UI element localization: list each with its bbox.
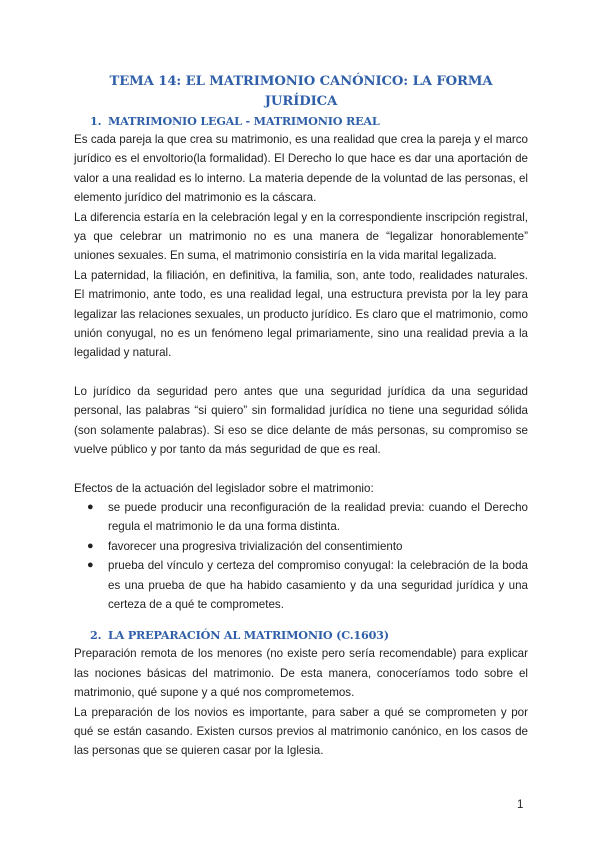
list-item-text: favorecer una progresiva trivialización del consentimiento [108,539,403,553]
section-1-number: 1. [90,114,102,128]
list-item-text: prueba del vínculo y certeza del compromiso conyugal: la celebración de la boda es una prueba de que ha habido casamiento y da una seguridad jurídica y una certeza de a qué te comprometes. [108,559,528,611]
page-number: 1 [517,799,524,811]
paragraph: Lo jurídico da seguridad pero antes que una seguridad jurídica da una seguridad personal, las palabras “si quiero” sin formalidad jurídica no tiene una seguridad sólida (son solamente palabras). Si eso se dice delante de más personas, su compromiso se vuelve público y por tanto da más seguridad de que es real. [74,384,528,457]
list-item [87,498,528,537]
section-1-heading [90,112,528,130]
list-item [87,537,528,556]
bullet-icon: ● [87,500,94,513]
bullet-icon: ● [87,559,94,572]
paragraph: Es cada pareja la que crea su matrimonio, es una realidad que crea la pareja y el marco jurídico es el envoltorio(la formalidad). El Derecho lo que hace es dar una aportación de valor a una realidad es lo interno. La materia depende de la voluntad de las personas, el elemento jurídico del matrimonio es la cáscara. [74,133,528,205]
paragraph: Preparación remota de los menores (no existe pero sería recomendable) para explicar las nociones básicas del matrimonio. De esta manera, conoceríamos todo sobre el matrimonio, qué supone y a qué nos comprometemos. [74,647,528,700]
effects-list [74,498,528,614]
list-item-text: se puede producir una reconfiguración de la realidad previa: cuando el Derecho regula el matrimonio le da una forma distinta. [108,500,528,534]
bullet-icon: ● [87,539,94,552]
section-2-number: 2. [90,628,102,643]
section-1-title: MATRIMONIO LEGAL - MATRIMONIO REAL [108,114,380,128]
spacer [74,363,528,382]
page-title: TEMA 14: EL MATRIMONIO CANÓNICO: LA FORMA JURÍDICA [109,74,493,109]
paragraph: La diferencia estaría en la celebración legal y en la correspondiente inscripción registral, ya que celebrar un matrimonio no es una manera de “legalizar honorablemente” uniones sexuales. En suma, el matrimonio consistiría en la vida marital legalizada. [74,210,528,263]
paragraph: La preparación de los novios es importante, para saber a qué se comprometen y por qué se están casando. Existen cursos previos al matrimonio canónico, en los casos de las personas que se quieren casar por la Iglesia. [74,705,528,758]
section-2-title: LA PREPARACIÓN AL MATRIMONIO (C.1603) [108,628,389,643]
paragraph: Efectos de la actuación del legislador sobre el matrimonio: [74,481,374,495]
spacer [74,460,528,479]
list-item [87,556,528,614]
section-2-heading [90,626,528,644]
document-body [74,72,528,761]
paragraph: La paternidad, la filiación, en definitiva, la familia, son, ante todo, realidades naturales. El matrimonio, ante todo, es una realidad legal, una estructura prevista por la ley para legalizar las relaciones sexuales, un producto jurídico. Es claro que el matrimonio, como unión conyugal, no es un fenómeno legal primariamente, sino una realidad previa a la legalidad y natural. [74,268,528,360]
